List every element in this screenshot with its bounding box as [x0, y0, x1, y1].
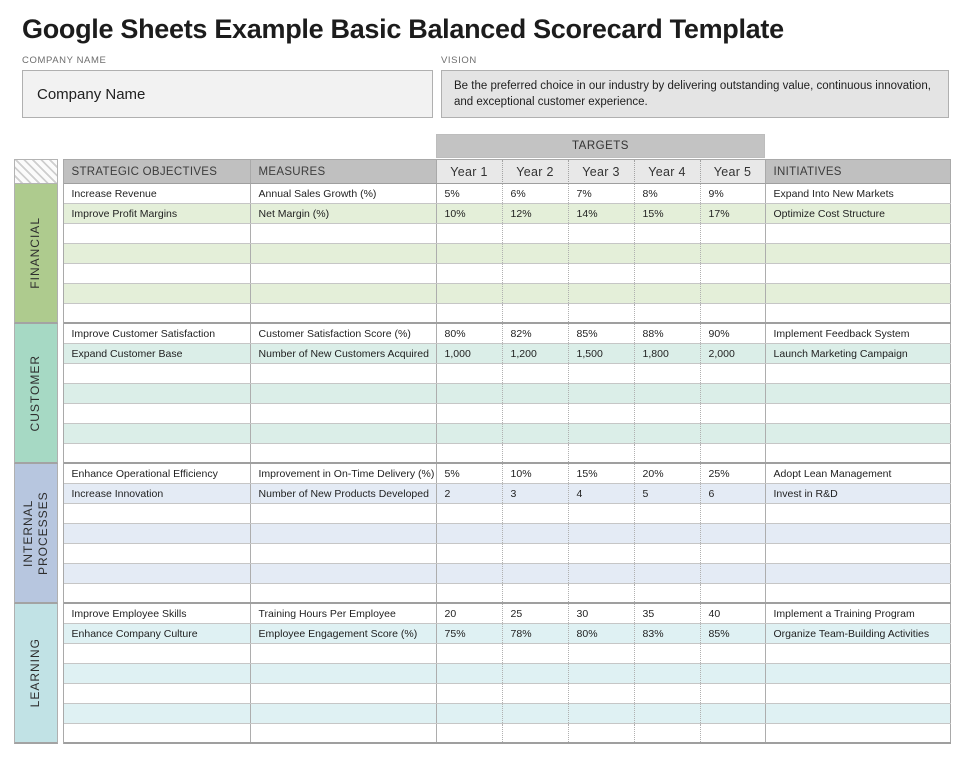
section-rows — [63, 324, 952, 464]
cell-target-year-3[interactable] — [569, 724, 635, 742]
cell-target-year-3[interactable] — [569, 684, 635, 703]
cell-target-year-4[interactable] — [635, 424, 701, 443]
column-header-year-1: Year 1 — [437, 160, 503, 184]
table-row — [64, 444, 952, 464]
cell-initiative[interactable]: Organize Team-Building Activities — [766, 624, 951, 643]
cell-measure[interactable]: Number of New Products Developed — [251, 484, 437, 503]
cell-target-year-3[interactable]: 85% — [569, 324, 635, 343]
cell-target-year-5[interactable] — [701, 404, 766, 423]
cell-initiative[interactable] — [766, 404, 951, 423]
cell-target-year-4[interactable]: 5 — [635, 484, 701, 503]
cell-target-year-4[interactable] — [635, 244, 701, 263]
cell-objective[interactable] — [64, 264, 251, 283]
cell-target-year-2[interactable] — [503, 444, 569, 462]
cell-target-year-4[interactable] — [635, 224, 701, 243]
cell-measure[interactable]: Annual Sales Growth (%) — [251, 184, 437, 203]
cell-initiative[interactable] — [766, 584, 951, 602]
cell-target-year-1[interactable] — [437, 544, 503, 563]
cell-target-year-5[interactable]: 17% — [701, 204, 766, 223]
cell-target-year-2[interactable]: 6% — [503, 184, 569, 203]
cell-target-year-1[interactable] — [437, 704, 503, 723]
cell-measure[interactable] — [251, 664, 437, 683]
cell-target-year-1[interactable] — [437, 444, 503, 462]
cell-target-year-2[interactable] — [503, 524, 569, 543]
cell-target-year-3[interactable] — [569, 304, 635, 322]
cell-target-year-5[interactable] — [701, 584, 766, 602]
cell-target-year-2[interactable] — [503, 244, 569, 263]
cell-target-year-4[interactable]: 1,800 — [635, 344, 701, 363]
cell-target-year-5[interactable] — [701, 244, 766, 263]
table-row — [64, 624, 952, 644]
table-row — [64, 424, 952, 444]
cell-measure[interactable] — [251, 284, 437, 303]
section-customer — [14, 324, 951, 464]
cell-initiative[interactable]: Optimize Cost Structure — [766, 204, 951, 223]
cell-target-year-2[interactable] — [503, 504, 569, 523]
table-row — [64, 504, 952, 524]
cell-target-year-1[interactable] — [437, 364, 503, 383]
cell-target-year-3[interactable] — [569, 404, 635, 423]
company-name-input[interactable] — [22, 70, 433, 118]
cell-objective[interactable] — [64, 504, 251, 523]
cell-target-year-4[interactable] — [635, 644, 701, 663]
cell-target-year-5[interactable] — [701, 284, 766, 303]
cell-target-year-2[interactable] — [503, 384, 569, 403]
cell-target-year-2[interactable] — [503, 304, 569, 322]
cell-objective[interactable]: Improve Employee Skills — [64, 604, 251, 623]
section-learning — [14, 604, 951, 744]
cell-objective[interactable] — [64, 444, 251, 462]
cell-target-year-3[interactable] — [569, 644, 635, 663]
column-header-measures: MEASURES — [251, 160, 437, 184]
cell-measure[interactable] — [251, 684, 437, 703]
cell-measure[interactable] — [251, 504, 437, 523]
section-label-customer — [14, 324, 58, 464]
cell-target-year-5[interactable] — [701, 524, 766, 543]
cell-target-year-2[interactable] — [503, 564, 569, 583]
cell-target-year-5[interactable] — [701, 444, 766, 462]
vision-input[interactable] — [441, 70, 949, 118]
column-header-year-5: Year 5 — [701, 160, 766, 184]
column-header-strategic-objectives: STRATEGIC OBJECTIVES — [64, 160, 251, 184]
cell-target-year-1[interactable] — [437, 404, 503, 423]
cell-target-year-5[interactable] — [701, 264, 766, 283]
column-header-year-2: Year 2 — [503, 160, 569, 184]
cell-target-year-2[interactable] — [503, 364, 569, 383]
cell-target-year-2[interactable] — [503, 264, 569, 283]
cell-objective[interactable] — [64, 304, 251, 322]
table-row — [64, 644, 952, 664]
cell-target-year-3[interactable] — [569, 544, 635, 563]
cell-initiative[interactable] — [766, 524, 951, 543]
section-label-text: FINANCIAL — [28, 217, 43, 289]
cell-objective[interactable] — [64, 524, 251, 543]
cell-measure[interactable] — [251, 704, 437, 723]
cell-measure[interactable] — [251, 404, 437, 423]
cell-target-year-3[interactable] — [569, 284, 635, 303]
section-label-text: LEARNING — [28, 638, 43, 708]
table-row — [64, 324, 952, 344]
cell-target-year-3[interactable]: 14% — [569, 204, 635, 223]
cell-target-year-4[interactable] — [635, 704, 701, 723]
table-row — [64, 684, 952, 704]
cell-target-year-2[interactable] — [503, 664, 569, 683]
cell-measure[interactable]: Net Margin (%) — [251, 204, 437, 223]
cell-initiative[interactable] — [766, 244, 951, 263]
cell-target-year-5[interactable]: 9% — [701, 184, 766, 203]
cell-target-year-2[interactable] — [503, 724, 569, 742]
table-row — [64, 704, 952, 724]
cell-target-year-2[interactable] — [503, 644, 569, 663]
cell-measure[interactable] — [251, 564, 437, 583]
cell-measure[interactable]: Employee Engagement Score (%) — [251, 624, 437, 643]
cell-measure[interactable] — [251, 424, 437, 443]
cell-objective[interactable]: Increase Innovation — [64, 484, 251, 503]
cell-target-year-3[interactable]: 15% — [569, 464, 635, 483]
table-row — [64, 484, 952, 504]
cell-target-year-1[interactable]: 75% — [437, 624, 503, 643]
cell-target-year-4[interactable]: 8% — [635, 184, 701, 203]
cell-target-year-2[interactable]: 25 — [503, 604, 569, 623]
cell-objective[interactable]: Increase Revenue — [64, 184, 251, 203]
section-rows — [63, 464, 952, 604]
table-row — [64, 604, 952, 624]
table-row — [64, 584, 952, 604]
cell-target-year-4[interactable] — [635, 264, 701, 283]
cell-initiative[interactable] — [766, 564, 951, 583]
cell-target-year-1[interactable] — [437, 524, 503, 543]
cell-target-year-1[interactable] — [437, 244, 503, 263]
table-row — [64, 304, 952, 324]
cell-measure[interactable] — [251, 644, 437, 663]
cell-objective[interactable] — [64, 364, 251, 383]
cell-target-year-5[interactable] — [701, 664, 766, 683]
cell-target-year-5[interactable] — [701, 224, 766, 243]
cell-objective[interactable] — [64, 664, 251, 683]
column-header-initiatives: INITIATIVES — [766, 160, 951, 184]
cell-target-year-1[interactable] — [437, 384, 503, 403]
vision-value: Be the preferred choice in our industry by delivering outstanding value, continuous innovation, and exceptional customer experience. — [454, 80, 931, 109]
cell-target-year-2[interactable] — [503, 224, 569, 243]
cell-initiative[interactable]: Expand Into New Markets — [766, 184, 951, 203]
cell-target-year-4[interactable] — [635, 444, 701, 462]
cell-initiative[interactable]: Implement a Training Program — [766, 604, 951, 623]
cell-initiative[interactable] — [766, 644, 951, 663]
cell-target-year-3[interactable] — [569, 224, 635, 243]
cell-target-year-4[interactable] — [635, 384, 701, 403]
cell-target-year-4[interactable] — [635, 304, 701, 322]
table-row — [64, 384, 952, 404]
cell-measure[interactable]: Customer Satisfaction Score (%) — [251, 324, 437, 343]
cell-measure[interactable]: Number of New Customers Acquired — [251, 344, 437, 363]
cell-target-year-5[interactable] — [701, 704, 766, 723]
cell-target-year-5[interactable] — [701, 424, 766, 443]
cell-measure[interactable] — [251, 224, 437, 243]
cell-initiative[interactable] — [766, 704, 951, 723]
cell-target-year-4[interactable] — [635, 564, 701, 583]
cell-target-year-3[interactable] — [569, 444, 635, 462]
cell-target-year-2[interactable] — [503, 704, 569, 723]
cell-initiative[interactable] — [766, 224, 951, 243]
section-rows — [63, 184, 952, 324]
vision-label: VISION — [441, 55, 477, 66]
cell-target-year-3[interactable] — [569, 564, 635, 583]
cell-objective[interactable]: Enhance Operational Efficiency — [64, 464, 251, 483]
cell-target-year-1[interactable] — [437, 584, 503, 602]
column-header-year-4: Year 4 — [635, 160, 701, 184]
cell-initiative[interactable]: Launch Marketing Campaign — [766, 344, 951, 363]
cell-initiative[interactable] — [766, 684, 951, 703]
cell-target-year-2[interactable]: 3 — [503, 484, 569, 503]
table-row — [64, 364, 952, 384]
cell-target-year-5[interactable] — [701, 384, 766, 403]
cell-target-year-4[interactable]: 20% — [635, 464, 701, 483]
cell-target-year-5[interactable] — [701, 544, 766, 563]
table-row — [64, 344, 952, 364]
table-row — [64, 724, 952, 744]
cell-initiative[interactable] — [766, 384, 951, 403]
cell-objective[interactable]: Expand Customer Base — [64, 344, 251, 363]
section-label-internal-processes — [14, 464, 58, 604]
cell-target-year-4[interactable]: 15% — [635, 204, 701, 223]
cell-target-year-1[interactable] — [437, 224, 503, 243]
cell-objective[interactable] — [64, 684, 251, 703]
table-row — [64, 464, 952, 484]
section-label-text: INTERNAL PROCESSES — [20, 491, 50, 575]
cell-objective[interactable]: Improve Customer Satisfaction — [64, 324, 251, 343]
cell-target-year-1[interactable] — [437, 724, 503, 742]
cell-target-year-3[interactable]: 1,500 — [569, 344, 635, 363]
cell-target-year-2[interactable] — [503, 584, 569, 602]
cell-target-year-5[interactable] — [701, 504, 766, 523]
cell-target-year-3[interactable] — [569, 424, 635, 443]
table-row — [64, 224, 952, 244]
company-name-field-group — [22, 55, 433, 118]
table-row — [64, 244, 952, 264]
cell-initiative[interactable]: Adopt Lean Management — [766, 464, 951, 483]
cell-target-year-1[interactable] — [437, 424, 503, 443]
cell-target-year-2[interactable] — [503, 684, 569, 703]
cell-target-year-5[interactable]: 40 — [701, 604, 766, 623]
cell-measure[interactable] — [251, 524, 437, 543]
cell-target-year-1[interactable]: 1,000 — [437, 344, 503, 363]
cell-target-year-1[interactable] — [437, 684, 503, 703]
cell-objective[interactable]: Enhance Company Culture — [64, 624, 251, 643]
cell-objective[interactable] — [64, 564, 251, 583]
cell-objective[interactable] — [64, 704, 251, 723]
cell-initiative[interactable] — [766, 424, 951, 443]
section-label-financial — [14, 184, 58, 324]
cell-objective[interactable] — [64, 404, 251, 423]
cell-target-year-1[interactable] — [437, 564, 503, 583]
cell-target-year-4[interactable]: 83% — [635, 624, 701, 643]
cell-target-year-3[interactable] — [569, 384, 635, 403]
cell-measure[interactable] — [251, 264, 437, 283]
cell-target-year-3[interactable] — [569, 364, 635, 383]
cell-objective[interactable] — [64, 224, 251, 243]
cell-target-year-5[interactable]: 90% — [701, 324, 766, 343]
targets-header: TARGETS — [436, 134, 765, 158]
table-row — [64, 404, 952, 424]
table-row — [64, 524, 952, 544]
cell-target-year-1[interactable]: 5% — [437, 184, 503, 203]
cell-initiative[interactable] — [766, 304, 951, 322]
table-row — [64, 204, 952, 224]
cell-target-year-1[interactable]: 80% — [437, 324, 503, 343]
cell-target-year-4[interactable]: 35 — [635, 604, 701, 623]
cell-target-year-3[interactable]: 7% — [569, 184, 635, 203]
cell-target-year-2[interactable] — [503, 284, 569, 303]
cell-initiative[interactable] — [766, 724, 951, 742]
column-headers — [63, 159, 952, 184]
cell-target-year-3[interactable] — [569, 504, 635, 523]
cell-measure[interactable]: Improvement in On-Time Delivery (%) — [251, 464, 437, 483]
cell-target-year-4[interactable] — [635, 544, 701, 563]
cell-initiative[interactable] — [766, 444, 951, 462]
corner-hatch-cell — [14, 159, 58, 184]
cell-target-year-1[interactable] — [437, 664, 503, 683]
table-row — [64, 284, 952, 304]
cell-initiative[interactable] — [766, 284, 951, 303]
cell-target-year-3[interactable]: 30 — [569, 604, 635, 623]
page-title: Google Sheets Example Basic Balanced Scorecard Template — [22, 14, 784, 44]
cell-initiative[interactable] — [766, 504, 951, 523]
cell-target-year-2[interactable] — [503, 544, 569, 563]
table-row — [64, 564, 952, 584]
cell-target-year-1[interactable]: 5% — [437, 464, 503, 483]
cell-initiative[interactable]: Invest in R&D — [766, 484, 951, 503]
scorecard-table — [14, 134, 951, 744]
section-internal-processes — [14, 464, 951, 604]
cell-target-year-1[interactable] — [437, 644, 503, 663]
cell-target-year-1[interactable] — [437, 304, 503, 322]
targets-header-row — [436, 134, 765, 158]
cell-target-year-2[interactable] — [503, 404, 569, 423]
cell-target-year-1[interactable]: 2 — [437, 484, 503, 503]
cell-objective[interactable] — [64, 244, 251, 263]
cell-target-year-5[interactable]: 2,000 — [701, 344, 766, 363]
cell-target-year-4[interactable] — [635, 524, 701, 543]
cell-objective[interactable] — [64, 424, 251, 443]
cell-initiative[interactable] — [766, 544, 951, 563]
column-header-row — [14, 159, 951, 184]
table-row — [64, 264, 952, 284]
cell-target-year-3[interactable] — [569, 584, 635, 602]
cell-target-year-5[interactable] — [701, 724, 766, 742]
section-label-text: CUSTOMER — [28, 354, 43, 432]
cell-objective[interactable] — [64, 384, 251, 403]
cell-measure[interactable] — [251, 244, 437, 263]
vision-field-group — [441, 55, 949, 118]
cell-target-year-5[interactable] — [701, 644, 766, 663]
column-header-year-3: Year 3 — [569, 160, 635, 184]
section-rows — [63, 604, 952, 744]
cell-measure[interactable] — [251, 544, 437, 563]
cell-objective[interactable] — [64, 544, 251, 563]
cell-target-year-5[interactable]: 25% — [701, 464, 766, 483]
scorecard-sections — [14, 184, 951, 744]
cell-initiative[interactable] — [766, 364, 951, 383]
company-name-label: COMPANY NAME — [22, 55, 107, 66]
cell-target-year-5[interactable] — [701, 364, 766, 383]
cell-measure[interactable] — [251, 724, 437, 742]
cell-target-year-4[interactable] — [635, 584, 701, 602]
cell-target-year-2[interactable]: 1,200 — [503, 344, 569, 363]
cell-objective[interactable] — [64, 724, 251, 742]
cell-target-year-4[interactable] — [635, 684, 701, 703]
header-fields — [22, 55, 969, 118]
cell-target-year-2[interactable]: 82% — [503, 324, 569, 343]
cell-target-year-4[interactable] — [635, 364, 701, 383]
cell-measure[interactable] — [251, 584, 437, 602]
cell-target-year-4[interactable] — [635, 404, 701, 423]
cell-measure[interactable]: Training Hours Per Employee — [251, 604, 437, 623]
cell-measure[interactable] — [251, 304, 437, 322]
cell-measure[interactable] — [251, 364, 437, 383]
cell-target-year-3[interactable] — [569, 704, 635, 723]
cell-measure[interactable] — [251, 384, 437, 403]
table-row — [64, 664, 952, 684]
cell-target-year-1[interactable]: 10% — [437, 204, 503, 223]
cell-target-year-3[interactable] — [569, 664, 635, 683]
cell-target-year-2[interactable]: 10% — [503, 464, 569, 483]
cell-target-year-2[interactable] — [503, 424, 569, 443]
cell-initiative[interactable]: Implement Feedback System — [766, 324, 951, 343]
cell-target-year-3[interactable] — [569, 244, 635, 263]
company-name-value: Company Name — [37, 85, 146, 103]
cell-target-year-2[interactable]: 78% — [503, 624, 569, 643]
cell-target-year-3[interactable]: 80% — [569, 624, 635, 643]
cell-target-year-4[interactable] — [635, 284, 701, 303]
cell-target-year-5[interactable]: 6 — [701, 484, 766, 503]
cell-target-year-1[interactable] — [437, 284, 503, 303]
cell-measure[interactable] — [251, 444, 437, 462]
section-label-learning — [14, 604, 58, 744]
table-row — [64, 184, 952, 204]
cell-target-year-4[interactable]: 88% — [635, 324, 701, 343]
cell-target-year-4[interactable] — [635, 504, 701, 523]
cell-target-year-5[interactable] — [701, 564, 766, 583]
cell-target-year-5[interactable] — [701, 304, 766, 322]
cell-objective[interactable] — [64, 584, 251, 602]
section-financial — [14, 184, 951, 324]
cell-target-year-5[interactable] — [701, 684, 766, 703]
cell-target-year-3[interactable] — [569, 264, 635, 283]
cell-objective[interactable] — [64, 284, 251, 303]
cell-target-year-3[interactable] — [569, 524, 635, 543]
cell-target-year-4[interactable] — [635, 724, 701, 742]
cell-target-year-5[interactable]: 85% — [701, 624, 766, 643]
cell-objective[interactable] — [64, 644, 251, 663]
cell-target-year-3[interactable]: 4 — [569, 484, 635, 503]
cell-initiative[interactable] — [766, 264, 951, 283]
cell-target-year-4[interactable] — [635, 664, 701, 683]
cell-objective[interactable]: Improve Profit Margins — [64, 204, 251, 223]
cell-target-year-1[interactable] — [437, 264, 503, 283]
cell-target-year-1[interactable]: 20 — [437, 604, 503, 623]
table-row — [64, 544, 952, 564]
cell-initiative[interactable] — [766, 664, 951, 683]
cell-target-year-2[interactable]: 12% — [503, 204, 569, 223]
cell-target-year-1[interactable] — [437, 504, 503, 523]
